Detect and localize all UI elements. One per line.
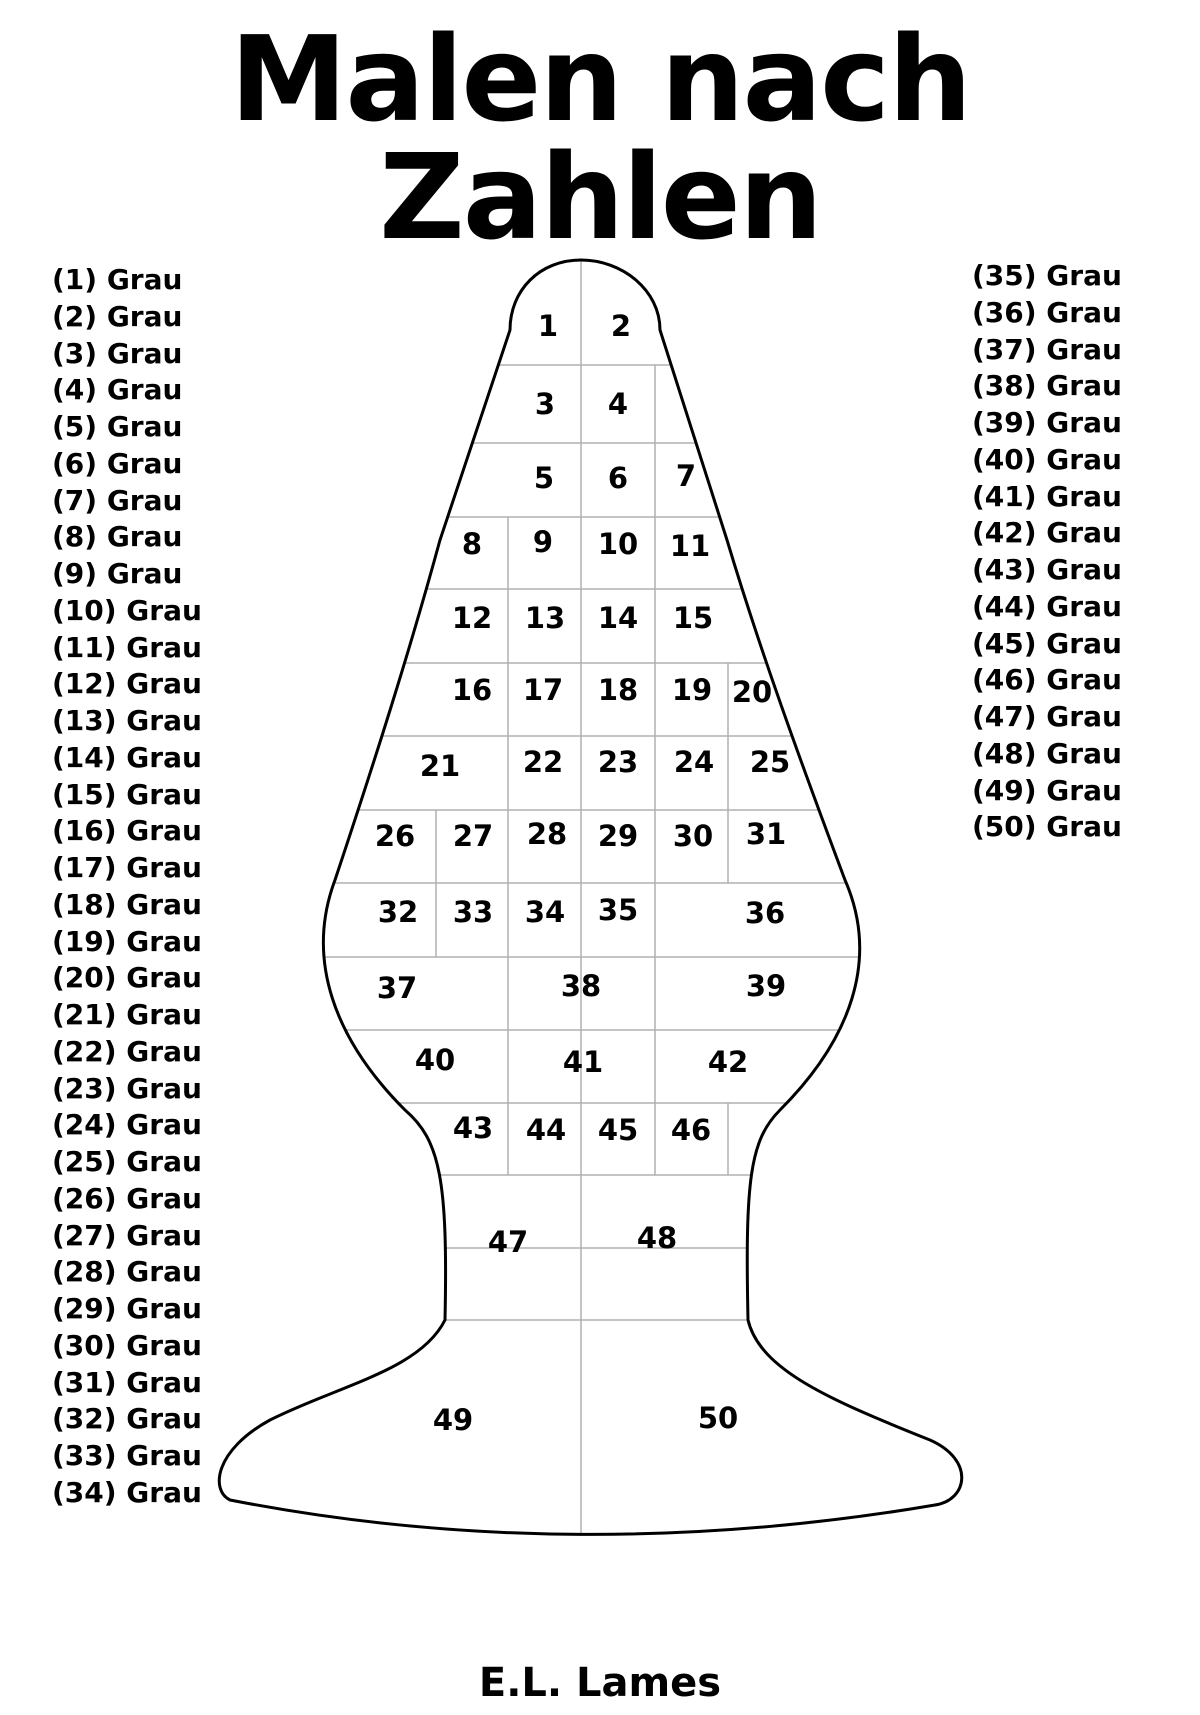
legend-item: (6) Grau (52, 446, 183, 480)
region-number: 7 (675, 459, 697, 493)
region-number: 8 (461, 527, 483, 561)
region-number: 25 (749, 745, 791, 779)
legend-item: (21) Grau (52, 998, 202, 1031)
region-number: 18 (597, 673, 639, 707)
legend-item: (50) Grau (972, 810, 1122, 844)
legend-item: (41) Grau (972, 479, 1122, 513)
legend-item: (44) Grau (972, 589, 1122, 623)
legend-item: (38) Grau (972, 369, 1122, 403)
region-number: 36 (744, 896, 786, 930)
legend-item: (49) Grau (972, 773, 1122, 807)
legend-item: (33) Grau (52, 1439, 202, 1472)
legend-item: (24) Grau (52, 1108, 202, 1142)
legend-item: (36) Grau (972, 295, 1122, 329)
region-number: 40 (414, 1043, 456, 1077)
figure-outline (219, 260, 962, 1534)
legend-item: (5) Grau (52, 410, 183, 443)
region-number: 32 (377, 895, 419, 929)
region-number: 14 (597, 601, 639, 635)
legend-item: (10) Grau (52, 593, 202, 627)
region-number: 5 (533, 461, 555, 495)
region-number: 47 (487, 1225, 529, 1259)
region-number: 49 (432, 1403, 474, 1437)
region-number: 27 (452, 819, 494, 853)
region-number: 6 (607, 461, 629, 495)
region-number: 13 (524, 601, 566, 635)
legend-item: (35) Grau (972, 259, 1122, 292)
legend-item: (1) Grau (52, 263, 183, 296)
region-number: 16 (451, 673, 493, 707)
region-number: 35 (597, 893, 639, 927)
region-number: 46 (670, 1113, 712, 1147)
region-number: 2 (610, 309, 632, 343)
region-number: 30 (672, 819, 714, 853)
region-number: 33 (452, 895, 494, 929)
legend-item: (20) Grau (52, 961, 202, 995)
legend-item: (17) Grau (52, 851, 202, 884)
region-number: 20 (731, 675, 773, 709)
region-number: 34 (524, 895, 566, 929)
legend-item: (30) Grau (52, 1328, 202, 1362)
region-number: 22 (522, 745, 564, 779)
legend-item: (12) Grau (52, 667, 202, 701)
legend-item: (31) Grau (52, 1365, 202, 1399)
legend-item: (27) Grau (52, 1218, 202, 1252)
legend-item: (9) Grau (52, 557, 183, 590)
legend-item: (28) Grau (52, 1255, 202, 1289)
region-number: 43 (452, 1111, 494, 1145)
region-number: 17 (522, 673, 564, 707)
region-number: 3 (534, 387, 556, 421)
region-number: 19 (671, 673, 713, 707)
legend-item: (22) Grau (52, 1034, 202, 1068)
legend-item: (13) Grau (52, 704, 202, 737)
legend-item: (8) Grau (52, 520, 183, 554)
legend-item: (29) Grau (52, 1292, 202, 1325)
region-number: 10 (597, 527, 639, 561)
legend-item: (48) Grau (972, 736, 1122, 770)
region-number: 26 (374, 819, 416, 853)
legend-item: (25) Grau (52, 1145, 202, 1178)
legend-item: (26) Grau (52, 1181, 202, 1215)
region-number: 12 (451, 601, 493, 635)
legend-item: (39) Grau (972, 406, 1122, 439)
region-number: 42 (707, 1045, 749, 1079)
legend-item: (34) Grau (52, 1475, 202, 1509)
region-number: 21 (419, 749, 461, 783)
region-number: 37 (376, 971, 418, 1005)
region-number: 48 (636, 1221, 678, 1255)
region-number: 15 (672, 601, 714, 635)
legend-item: (32) Grau (52, 1402, 202, 1436)
legend-item: (3) Grau (52, 336, 183, 370)
region-number: 28 (526, 817, 568, 851)
region-number: 41 (562, 1045, 604, 1079)
page-title: Malen nach Zahlen (229, 10, 971, 266)
legend-item: (11) Grau (52, 630, 202, 664)
author-name: E.L. Lames (478, 1660, 722, 1706)
region-number: 45 (597, 1113, 639, 1147)
legend-item: (14) Grau (52, 740, 202, 774)
region-number: 38 (560, 969, 602, 1003)
legend-item: (37) Grau (972, 332, 1122, 366)
region-number: 29 (597, 819, 639, 853)
legend-item: (7) Grau (52, 483, 183, 517)
legend-item: (42) Grau (972, 516, 1122, 550)
legend-item: (2) Grau (52, 299, 183, 333)
legend-item: (40) Grau (972, 442, 1122, 476)
legend-item: (23) Grau (52, 1071, 202, 1105)
region-number: 4 (607, 387, 629, 421)
region-number: 24 (673, 745, 715, 779)
region-number: 1 (537, 309, 559, 343)
legend-item: (18) Grau (52, 887, 202, 921)
legend-item: (19) Grau (52, 924, 202, 958)
legend-item: (15) Grau (52, 777, 202, 811)
legend-item: (45) Grau (972, 626, 1122, 660)
region-number: 39 (745, 969, 787, 1003)
legend-item: (4) Grau (52, 373, 183, 407)
legend-item: (46) Grau (972, 663, 1122, 697)
region-number: 9 (532, 525, 554, 559)
region-number: 44 (525, 1113, 567, 1147)
region-number: 50 (697, 1401, 739, 1435)
region-number: 11 (669, 529, 711, 563)
legend-item: (43) Grau (972, 553, 1122, 586)
region-number: 31 (745, 817, 787, 851)
legend-item: (47) Grau (972, 700, 1122, 733)
region-number: 23 (597, 745, 639, 779)
legend-item: (16) Grau (52, 814, 202, 848)
